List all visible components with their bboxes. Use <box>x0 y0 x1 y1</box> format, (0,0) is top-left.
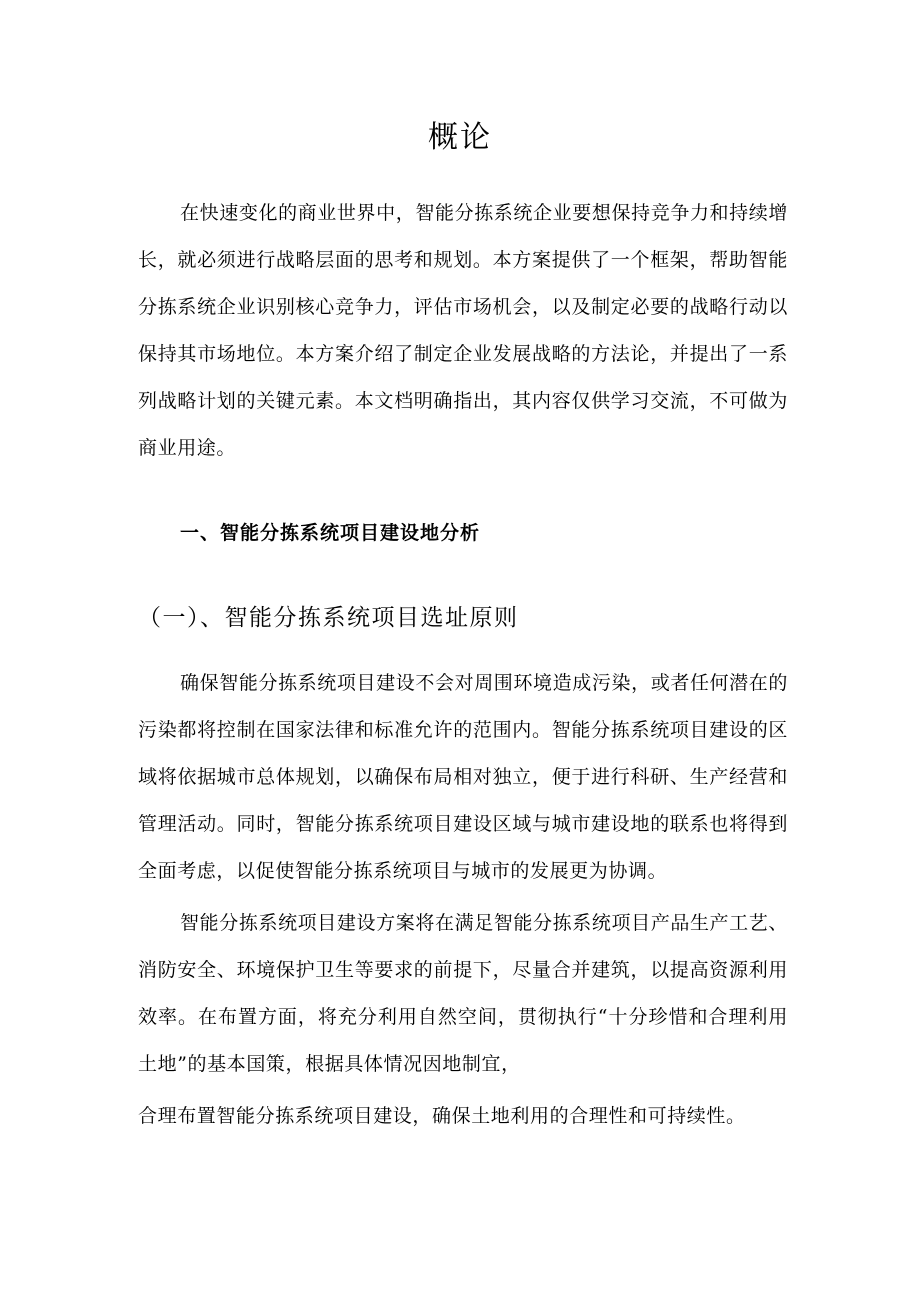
intro-paragraph: 在快速变化的商业世界中，智能分拣系统企业要想保持竞争力和持续增长，就必须进行战略层面的思考和规划。本方案提供了一个框架，帮助智能分拣系统企业识别核心竞争力，评估市场机会，以及制定必要的战略行动以保持其市场地位。本方案介绍了制定企业发展战略的方法论，并提出了一系列战略计划的关键元素。本文档明确指出，其内容仅供学习交流，不可做为商业用途。 <box>138 202 788 459</box>
subsection-heading-1: （一）、智能分拣系统项目选址原则 <box>138 605 519 631</box>
body-paragraph-3: 合理布置智能分拣系统项目建设，确保土地利用的合理性和可持续性。 <box>138 1105 746 1127</box>
body-paragraph-1: 确保智能分拣系统项目建设不会对周围环境造成污染，或者任何潜在的污染都将控制在国家法律和标准允许的范围内。智能分拣系统项目建设的区域将依据城市总体规划，以确保布局相对独立，便于进行科研、生产经营和管理活动。同时，智能分拣系统项目建设区域与城市建设地的联系也将得到全面考虑，以促使智能分拣系统项目与城市的发展更为协调。 <box>138 672 788 882</box>
section-heading-1: 一、智能分拣系统项目建设地分析 <box>180 522 481 544</box>
body-paragraph-2: 智能分拣系统项目建设方案将在满足智能分拣系统项目产品生产工艺、消防安全、环境保护卫生等要求的前提下，尽量合并建筑，以提高资源利用效率。在布置方面，将充分利用自然空间，贯彻执行“十分珍惜和合理利用土地”的基本国策，根据具体情况因地制宜， <box>138 912 788 1075</box>
document-title: 概论 <box>428 120 492 155</box>
